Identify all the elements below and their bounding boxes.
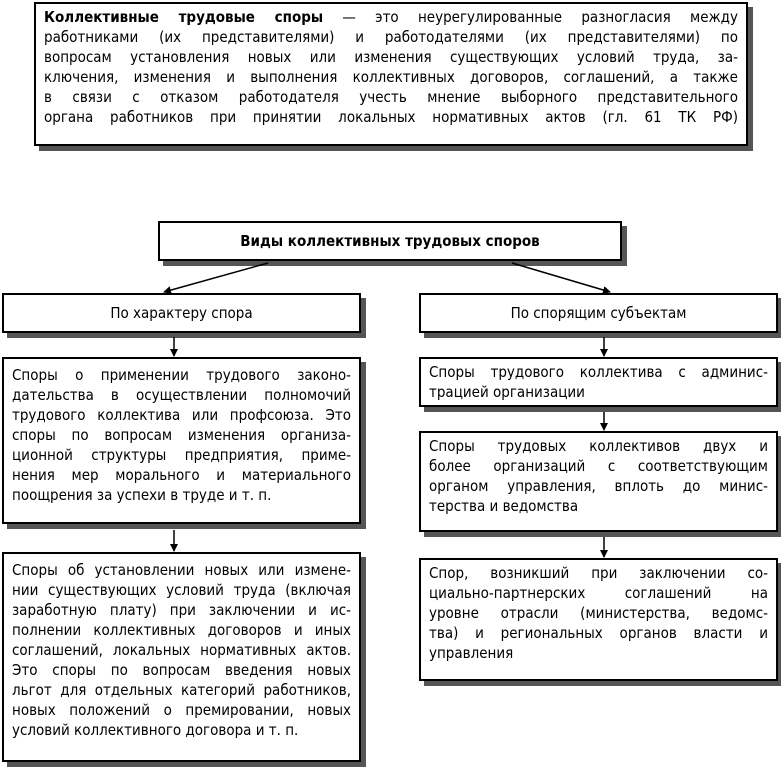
box-line: Споры об установлении новых или измене-	[12, 561, 351, 579]
definition-line-6: органа работников при принятии локальных нормативных актов (гл. 61 ТК РФ)	[44, 108, 738, 126]
box-line: заработную плату) при заключении и ис-	[12, 601, 351, 619]
box-line: нии существующих условий труда (включая	[12, 581, 351, 599]
definition-line-4: ключения, изменения и выполнения коллективных договоров, соглашений, а также	[44, 68, 738, 86]
box-line: дательства в осуществлении полномочий	[12, 386, 351, 404]
box-line: Споры трудовых коллективов двух и	[429, 437, 768, 455]
definition-line-5: в связи с отказом работодателя учесть мнение выборного представительного	[44, 88, 738, 106]
box-line: более организаций с соответствующим	[429, 457, 768, 475]
definition-line-2: работниками (их представителями) и работодателями (их представителями) по	[44, 28, 738, 46]
box-line: Споры трудового коллектива с админис-	[429, 363, 768, 381]
arrow-root-to-right	[512, 263, 610, 292]
arrow-root-to-left	[164, 263, 268, 292]
definition-line-1: Коллективные трудовые споры — это неурегулированные разногласия между	[44, 8, 738, 26]
box-line: новых положений о премировании, новых	[12, 701, 351, 719]
box-line: соглашений, локальных нормативных актов.	[12, 641, 351, 659]
box-line: ционной структуры предприятия, приме-	[12, 446, 351, 464]
box-line: трудового коллектива или профсоюза. Это	[12, 406, 351, 424]
box-line: условий коллективного договора и т. п.	[12, 721, 299, 739]
box-line: льгот для отдельных категорий работников,	[12, 681, 351, 699]
definition-line-3: вопросам установления новых или изменения существующих условий труда, за-	[44, 48, 738, 66]
box-line: нения мер морального и материального	[12, 466, 351, 484]
box-line: Споры о применении трудового законо-	[12, 366, 351, 384]
category-by-nature-box: По характеру спора	[2, 293, 361, 333]
box-line: споры по вопросам изменения организа-	[12, 426, 351, 444]
box-line: органом управления, вплоть до минис-	[429, 477, 768, 495]
diagram-root-box: Виды коллективных трудовых споров	[158, 221, 622, 261]
box-line: Это споры по вопросам введения новых	[12, 661, 351, 679]
box-line: тва) и региональных органов власти и	[429, 624, 768, 642]
box-line: циально-партнерских соглашений на	[429, 584, 768, 602]
category-by-parties-box: По спорящим субъектам	[419, 293, 778, 333]
box-line: управления	[429, 644, 514, 662]
box-line: полнении коллективных договоров и иных	[12, 621, 351, 639]
box-line: уровне отрасли (министерства, ведомс-	[429, 604, 768, 622]
box-line: поощрения за успехи в труде и т. п.	[12, 486, 272, 504]
definition-term: Коллективные трудовые споры	[44, 8, 324, 26]
box-line: трацией организации	[429, 383, 585, 401]
box-line: терства и ведомства	[429, 497, 579, 515]
box-line: Спор, возникший при заключении со-	[429, 564, 768, 582]
